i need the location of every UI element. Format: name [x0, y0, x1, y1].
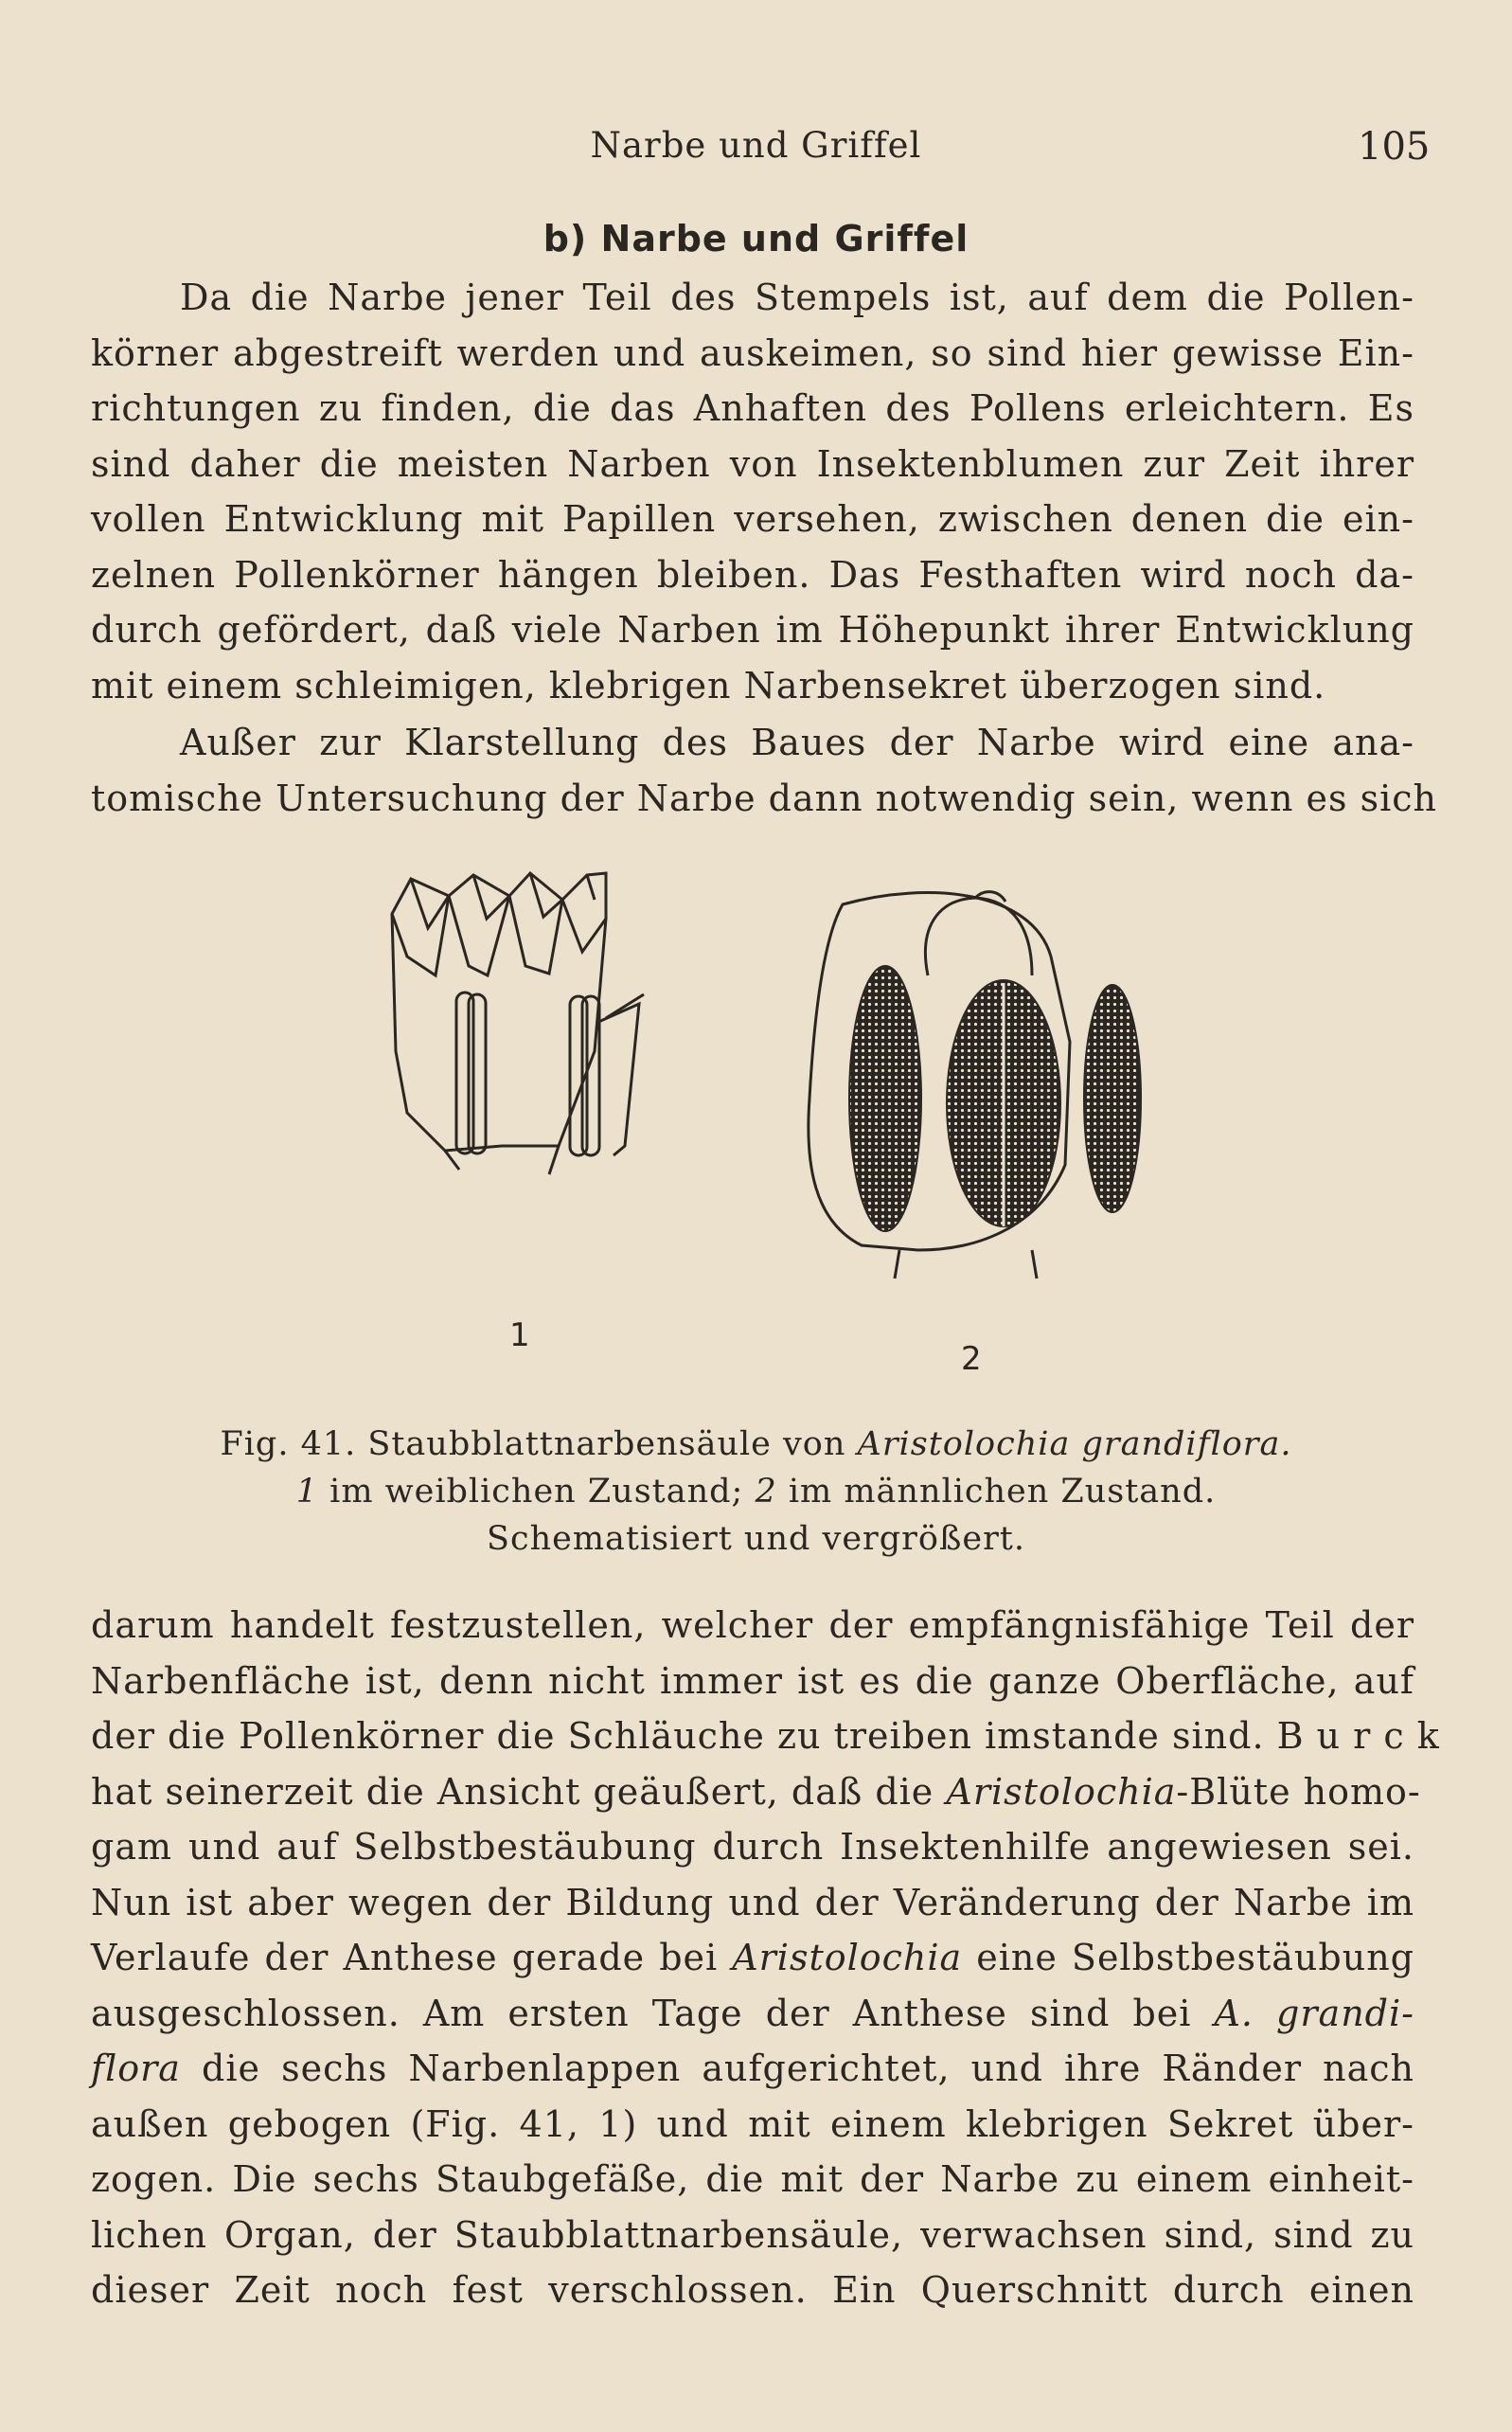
text-line: sind daher die meisten Narben von Insektenblumen zur Zeit ihrer	[91, 442, 1414, 485]
figure-41	[369, 862, 1174, 1392]
stamen-column-female-drawing	[392, 873, 644, 1174]
text-line	[91, 2041, 1414, 2097]
text-line: dieser Zeit noch fest verschlossen. Ein Querschnitt durch einen	[91, 2269, 1414, 2311]
text-line: zelnen Pollenkörner hängen bleiben. Das Festhaften wird noch da-	[91, 553, 1414, 596]
running-header: Narbe und Griffel	[590, 125, 922, 166]
text-run: die sechs Narbenlappen aufgerichtet, und ihre Ränder nach	[180, 2048, 1414, 2089]
italic-text: Aristolochia	[946, 1770, 1177, 1813]
caption-text: Fig. 41. Staubblattnarbensäule von	[220, 1425, 858, 1463]
text-line: körner abgestreift werden und auskeimen, so sind hier gewisse Ein-	[91, 331, 1414, 374]
paragraph-2	[91, 715, 1437, 826]
italic-text: flora	[91, 2048, 181, 2089]
text-line: vollen Entwicklung mit Papillen versehen, zwischen denen die ein-	[91, 498, 1414, 540]
text-line	[91, 1764, 1421, 1820]
caption-text: im weiblichen Zustand;	[318, 1473, 756, 1511]
figure-41-drawing	[369, 862, 1174, 1392]
caption-number: 1	[295, 1473, 319, 1511]
text-run: -Blüte homo-	[1176, 1770, 1421, 1813]
text-line: außen gebogen (Fig. 41, 1) und mit einem klebrigen Sekret über-	[91, 2102, 1414, 2145]
text-line	[91, 1930, 1414, 1986]
text-line: darum handelt festzustellen, welcher der empfängnisfähige Teil der	[91, 1604, 1414, 1646]
figure-label-2: 2	[961, 1340, 982, 1378]
text-run: Verlaufe der Anthese gerade bei	[91, 1937, 733, 1978]
text-line: durch gefördert, daß viele Narben im Höhepunkt ihrer Entwicklung	[91, 609, 1414, 651]
text-line: gam und auf Selbstbestäubung durch Insektenhilfe angewiesen sei.	[91, 1826, 1414, 1868]
figure-caption	[0, 1421, 1512, 1563]
figure-label-1: 1	[509, 1316, 530, 1354]
caption-species: Aristolochia grandiflora.	[857, 1425, 1292, 1463]
stamen-column-male-drawing	[809, 892, 1141, 1279]
text-line: richtungen zu finden, die das Anhaften des Pollens erleichtern. Es	[91, 387, 1414, 429]
text-line: tomische Untersuchung der Narbe dann notwendig sein, wenn es sich	[91, 777, 1437, 819]
text-run: hat seinerzeit die Ansicht geäußert, daß die	[91, 1770, 947, 1813]
caption-line-1	[0, 1421, 1512, 1468]
caption-line-3: Schematisiert und vergrößert.	[487, 1520, 1025, 1558]
caption-line-2	[0, 1468, 1512, 1515]
section-heading: b) Narbe und Griffel	[543, 218, 969, 259]
text-run: ausgeschlossen. Am ersten Tage der Anthese sind bei	[91, 1992, 1215, 2034]
text-line: mit einem schleimigen, klebrigen Narbensekret überzogen sind.	[91, 664, 1326, 706]
text-line	[91, 1986, 1414, 2042]
text-line: zogen. Die sechs Staubgefäße, die mit der Narbe zu einem einheit-	[91, 2158, 1414, 2200]
paragraph-1	[91, 270, 1414, 713]
caption-number: 2	[755, 1473, 777, 1511]
text-line: Narbenfläche ist, denn nicht immer ist es die ganze Oberfläche, auf	[91, 1659, 1414, 1702]
caption-text: im männlichen Zustand.	[776, 1473, 1217, 1511]
text-run: eine Selbstbestäubung	[962, 1937, 1414, 1978]
text-line: Außer zur Klarstellung des Baues der Narbe wird eine ana-	[180, 722, 1414, 763]
italic-text: A. grandi-	[1214, 1992, 1414, 2034]
text-line: Nun ist aber wegen der Bildung und der Veränderung der Narbe im	[91, 1881, 1414, 1923]
text-line: Da die Narbe jener Teil des Stempels ist, auf dem die Pollen-	[180, 277, 1414, 318]
italic-text: Aristolochia	[732, 1937, 963, 1978]
paragraph-3	[91, 1598, 1440, 2318]
text-line: lichen Organ, der Staubblattnarbensäule, verwachsen sind, sind zu	[91, 2213, 1414, 2256]
text-line: der die Pollenkörner die Schläuche zu treiben imstande sind. B u r c k	[91, 1715, 1440, 1757]
page-number: 105	[1358, 125, 1431, 169]
